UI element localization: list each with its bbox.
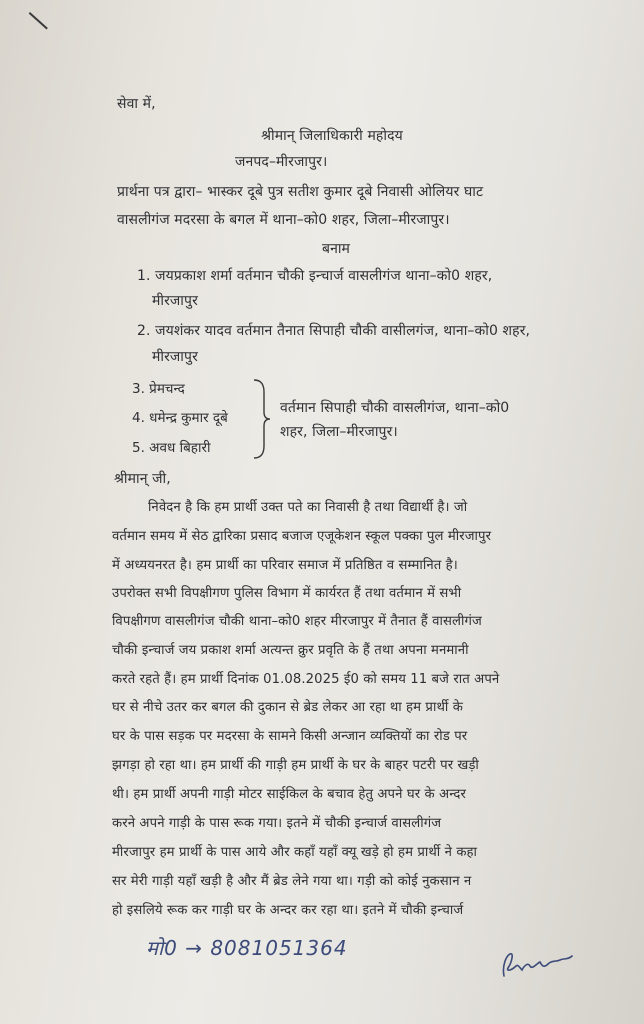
body-line: उपरोक्त सभी विपक्षीगण पुलिस विभाग में कार्यरत हैं तथा वर्तमान में सभी [112, 586, 462, 601]
body-line: झगड़ा हो रहा था। हम प्रार्थी की गाड़ी हम प्रार्थी के घर के बाहर पटरी पर खड़ी [112, 758, 479, 773]
greeting: श्रीमान् जी, [114, 471, 171, 487]
respondent-4: 4. धमेन्द्र कुमार दूबे [132, 410, 228, 426]
body-line: घर के पास सड़क पर मदरसा के सामने किसी अन्जान व्यक्तियों का रोड पर [112, 729, 468, 744]
body-line: करने अपने गाड़ी के पास रूक गया। इतने में चौकी इन्चार्ज वासलीगंज [112, 816, 442, 831]
body-line: मीरजापुर हम प्रार्थी के पास आये और कहाँ यहाँ क्यू खड़े हो हम प्रार्थी ने कहा [112, 845, 478, 860]
body-line: चौकी इन्चार्ज जय प्रकाश शर्मा अत्यन्त क्रुर प्रवृति के हैं तथा अपना मनमानी [112, 643, 469, 658]
respondent-2-line-1: 2. जयशंकर यादव वर्तमान तैनात सिपाही चौकी वासीलगंज, थाना–को0 शहर, [137, 323, 531, 339]
respondent-1-line-2: मीरजापुर [152, 293, 198, 309]
group-description-line-2: शहर, जिला–मीरजापुर। [280, 424, 398, 440]
body-line: घर से नीचे उतर कर बगल की दुकान से ब्रेड लेकर आ रहा था हम प्रार्थी के [112, 700, 463, 715]
group-description-line-1: वर्तमान सिपाही चौकी वासलीगंज, थाना–को0 [280, 400, 510, 416]
salutation-to: सेवा में, [117, 96, 156, 112]
versus-heading: बनाम [321, 241, 351, 257]
body-line: विपक्षीगण वासलीगंज चौकी थाना–को0 शहर मीरजापुर में तैनात हैं वासलीगंज [112, 614, 482, 629]
pen-mark [29, 12, 48, 30]
body-line: थी। हम प्रार्थी अपनी गाड़ी मोटर साईकिल के बचाव हेतु अपने घर के अन्दर [112, 787, 466, 802]
signature [498, 948, 578, 980]
respondent-5: 5. अवध बिहारी [132, 440, 211, 456]
respondent-3: 3. प्रेमचन्द [132, 381, 185, 397]
body-line: हो इसलिये रूक कर गाड़ी घर के अन्दर कर रहा था। इतने में चौकी इन्चार्ज [112, 903, 464, 918]
applicant-line-2: वासलीगंज मदरसा के बगल में थाना–को0 शहर, जिला–मीरजापुर। [117, 212, 450, 228]
applicant-line-1: प्रार्थना पत्र द्वारा– भास्कर दूबे पुत्र सतीश कुमार दूबे निवासी ओलियर घाट [117, 184, 484, 200]
addressee-title: श्रीमान् जिलाधिकारी महोदय [261, 128, 403, 144]
body-line: वर्तमान समय में सेठ द्वारिका प्रसाद बजाज एजूकेशन स्कूल पक्का पुल मीरजापुर [112, 529, 492, 544]
respondent-2-line-2: मीरजापुर [152, 349, 198, 365]
body-line: सर मेरी गाड़ी यहाँ खड़ी है और मैं ब्रेड लेने गया था। गड़ी को कोई नुकसान न [112, 874, 472, 889]
body-line: में अध्ययनरत है। हम प्रार्थी का परिवार समाज में प्रतिष्ठित व सम्मानित है। [112, 558, 458, 573]
handwritten-mobile-number: मो0 → 8081051364 [146, 936, 348, 960]
grouping-brace [250, 378, 270, 460]
addressee-district: जनपद–मीरजापुर। [235, 154, 328, 170]
body-line: निवेदन है कि हम प्रार्थी उक्त पते का निवासी है तथा विद्यार्थी है। जो [148, 500, 468, 515]
body-line: करते रहते हैं। हम प्रार्थी दिनांक 01.08.2025 ई0 को समय 11 बजे रात अपने [112, 672, 500, 687]
respondent-1-line-1: 1. जयप्रकाश शर्मा वर्तमान चौकी इन्चार्ज वासलीगंज थाना–को0 शहर, [137, 268, 493, 284]
